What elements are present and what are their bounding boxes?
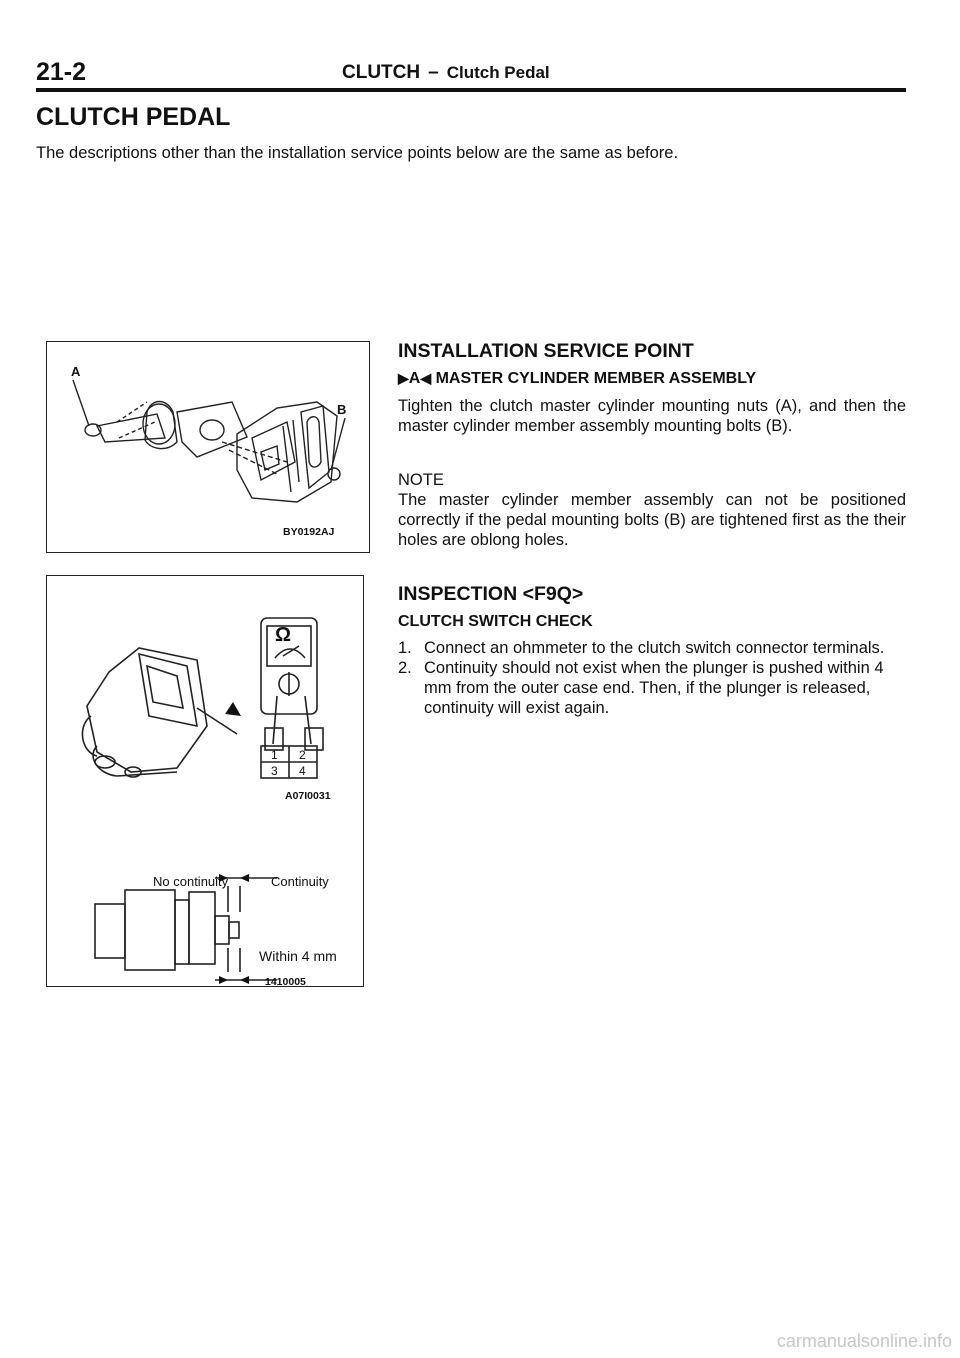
step-text: Connect an ohmmeter to the clutch switch connector terminals.	[424, 639, 885, 657]
label-b: B	[337, 402, 347, 417]
note-text: The master cylinder member assembly can not be positioned correctly if the pedal mounting bolts (B) are tightened first as the their holes are oblong holes.	[398, 491, 906, 549]
subsection-name: Clutch Pedal	[446, 63, 550, 82]
label-within-4mm: Within 4 mm	[259, 948, 337, 964]
figure-master-cylinder	[46, 341, 370, 553]
inspection-subheading: CLUTCH SWITCH CHECK	[398, 613, 593, 630]
figure-code-bottom: 1410005	[265, 976, 306, 988]
ohm-symbol: Ω	[275, 624, 292, 646]
inspection-steps	[398, 638, 906, 718]
label-continuity: Continuity	[271, 874, 329, 889]
list-item	[398, 658, 906, 718]
figure-clutch-switch	[46, 575, 364, 987]
inspection-heading: INSPECTION <F9Q>	[398, 583, 584, 605]
intro-text: The descriptions other than the installation service points below are the same as before.	[36, 144, 679, 162]
clutch-switch-illustration	[47, 576, 363, 986]
step-number: 1.	[398, 639, 412, 657]
arrow-icon	[225, 702, 241, 716]
terminal-2: 2	[299, 748, 306, 762]
triangle-right-icon: ▶	[398, 370, 409, 386]
watermark-footer: carmanualsonline.info	[776, 1331, 952, 1351]
terminal-3: 3	[271, 764, 278, 778]
terminal-4: 4	[299, 764, 306, 778]
installation-heading: INSTALLATION SERVICE POINT	[398, 340, 694, 362]
label-a: A	[71, 364, 81, 379]
installation-item-title	[398, 370, 756, 388]
step-number: 2.	[398, 659, 412, 677]
title-separator: –	[428, 62, 439, 83]
terminal-1: 1	[271, 748, 278, 762]
master-cylinder-illustration	[47, 342, 369, 552]
label-no-continuity: No continuity	[153, 874, 229, 889]
installation-body: Tighten the clutch master cylinder mounting nuts (A), and then the master cylinder member assembly mounting bolts (B).	[398, 397, 906, 435]
item-title-text: MASTER CYLINDER MEMBER ASSEMBLY	[435, 370, 757, 387]
list-item	[398, 638, 906, 658]
page-header	[36, 54, 906, 92]
item-letter: A	[408, 370, 421, 387]
figure-code: BY0192AJ	[283, 526, 335, 538]
triangle-left-icon: ◀	[420, 370, 432, 386]
note-label: NOTE	[398, 471, 444, 489]
section-name: CLUTCH	[342, 62, 421, 83]
running-title	[342, 62, 550, 84]
step-text: Continuity should not exist when the plunger is pushed within 4 mm from the outer case end. Then, if the plunger is released, continuity will exist again.	[424, 659, 884, 717]
page-title: CLUTCH PEDAL	[36, 103, 231, 131]
figure-code-top: A07I0031	[285, 790, 331, 802]
page-number: 21-2	[36, 58, 87, 86]
